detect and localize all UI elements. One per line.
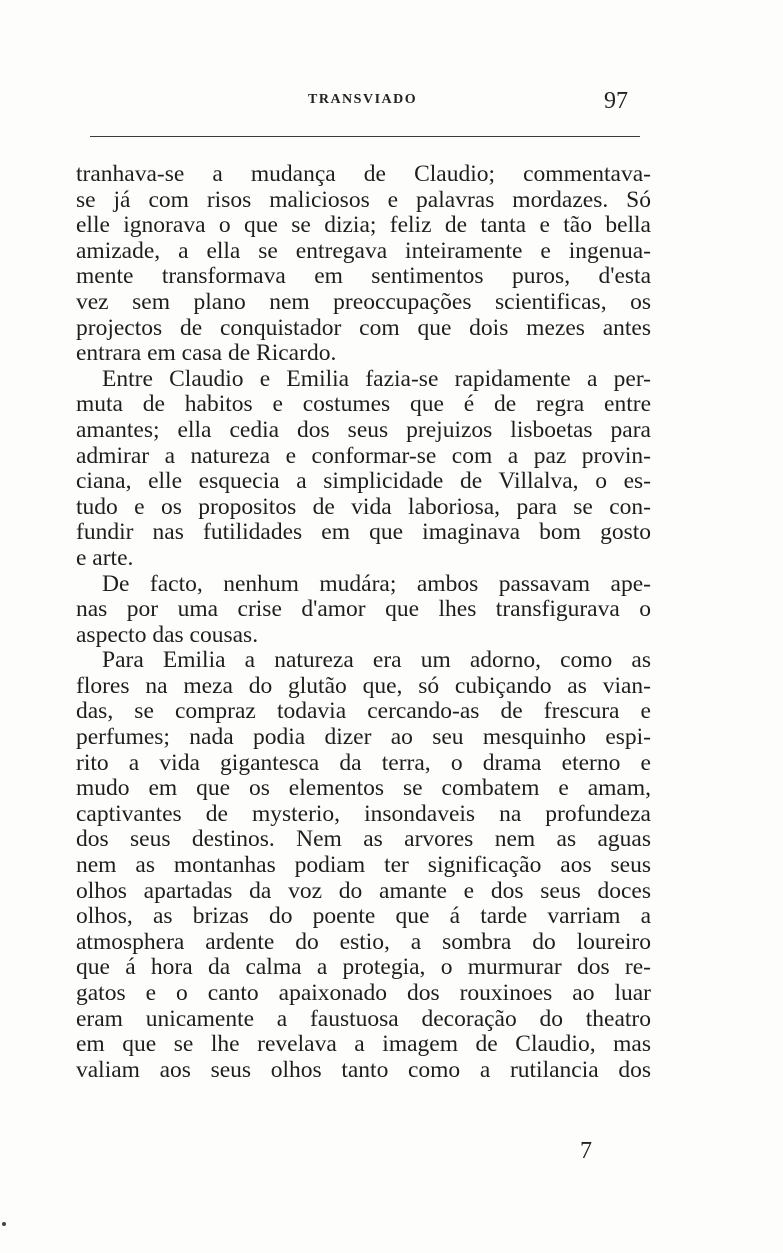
text-line: flores na meza do glutão que, só cubiçando as vian- [76,672,651,699]
running-head [90,88,640,118]
text-line: vez sem plano nem preoccupações scientificas, os [76,288,651,315]
text-line: amizade, a ella se entregava inteiramente e ingenua- [76,237,651,264]
body-text [76,162,651,1083]
header-rule [90,136,640,137]
text-line: eram unicamente a faustuosa decoração do theatro [76,1005,651,1032]
text-line: admirar a natureza e conformar-se com a paz provin- [76,442,651,469]
text-line: mente transformava em sentimentos puros, d'esta [76,263,651,290]
text-line: muta de habitos e costumes que é de regra entre [76,391,651,418]
text-line: olhos, as brizas do poente que á tarde varriam a [76,903,651,930]
text-line: olhos apartadas da voz do amante e dos seus doces [76,877,651,904]
signature-mark: 7 [580,1138,592,1164]
text-line: ciana, elle esquecia a simplicidade de Villalva, o es- [76,468,651,495]
text-line: perfumes; nada podia dizer ao seu mesquinho espi- [76,724,651,751]
text-line: se já com risos maliciosos e palavras mordazes. Só [76,186,651,213]
text-line: rito a vida gigantesca da terra, o drama eterno e [76,749,651,776]
text-line: entrara em casa de Ricardo. [76,340,337,367]
text-line: gatos e o canto apaixonado dos rouxinoes ao luar [76,980,651,1006]
text-line: das, se compraz todavia cercando-as de frescura e [76,698,651,725]
text-line: Para Emilia a natureza era um adorno, como as [102,647,651,674]
text-line: tudo e os propositos de vida laboriosa, para se con- [76,493,651,520]
text-line: projectos de conquistador com que dois mezes antes [76,314,651,341]
text-line: fundir nas futilidades em que imaginava bom gosto [76,519,651,546]
text-line: atmosphera ardente do estio, a sombra do loureiro [76,928,651,955]
running-title: TRANSVIADO [308,92,418,107]
text-line: tranhava-se a mudança de Claudio; commentava- [76,161,651,187]
text-line: nas por uma crise d'amor que lhes transfigurava o [76,596,651,623]
text-line: e arte. [76,544,134,571]
text-line: mudo em que os elementos se combatem e amam, [76,775,651,802]
scan-speck [2,1222,6,1226]
text-line: aspecto das cousas. [76,621,259,648]
text-line: De facto, nenhum mudára; ambos passavam ape- [102,570,651,597]
page-number: 97 [604,88,628,114]
text-line: amantes; ella cedia dos seus prejuizos lisboetas para [76,416,651,443]
text-line: em que se lhe revelava a imagem de Claudio, mas [76,1031,651,1058]
text-line: valiam aos seus olhos tanto como a rutilancia dos [76,1056,651,1083]
text-line: Entre Claudio e Emilia fazia-se rapidamente a per- [102,365,651,392]
text-line: elle ignorava o que se dizia; feliz de tanta e tão bella [76,212,651,239]
text-line: captivantes de mysterio, insondaveis na profundeza [76,800,651,827]
text-line: nem as montanhas podiam ter significação aos seus [76,852,651,879]
text-line: dos seus destinos. Nem as arvores nem as aguas [76,826,651,853]
text-line: que á hora da calma a protegia, o murmurar dos re- [76,954,651,981]
